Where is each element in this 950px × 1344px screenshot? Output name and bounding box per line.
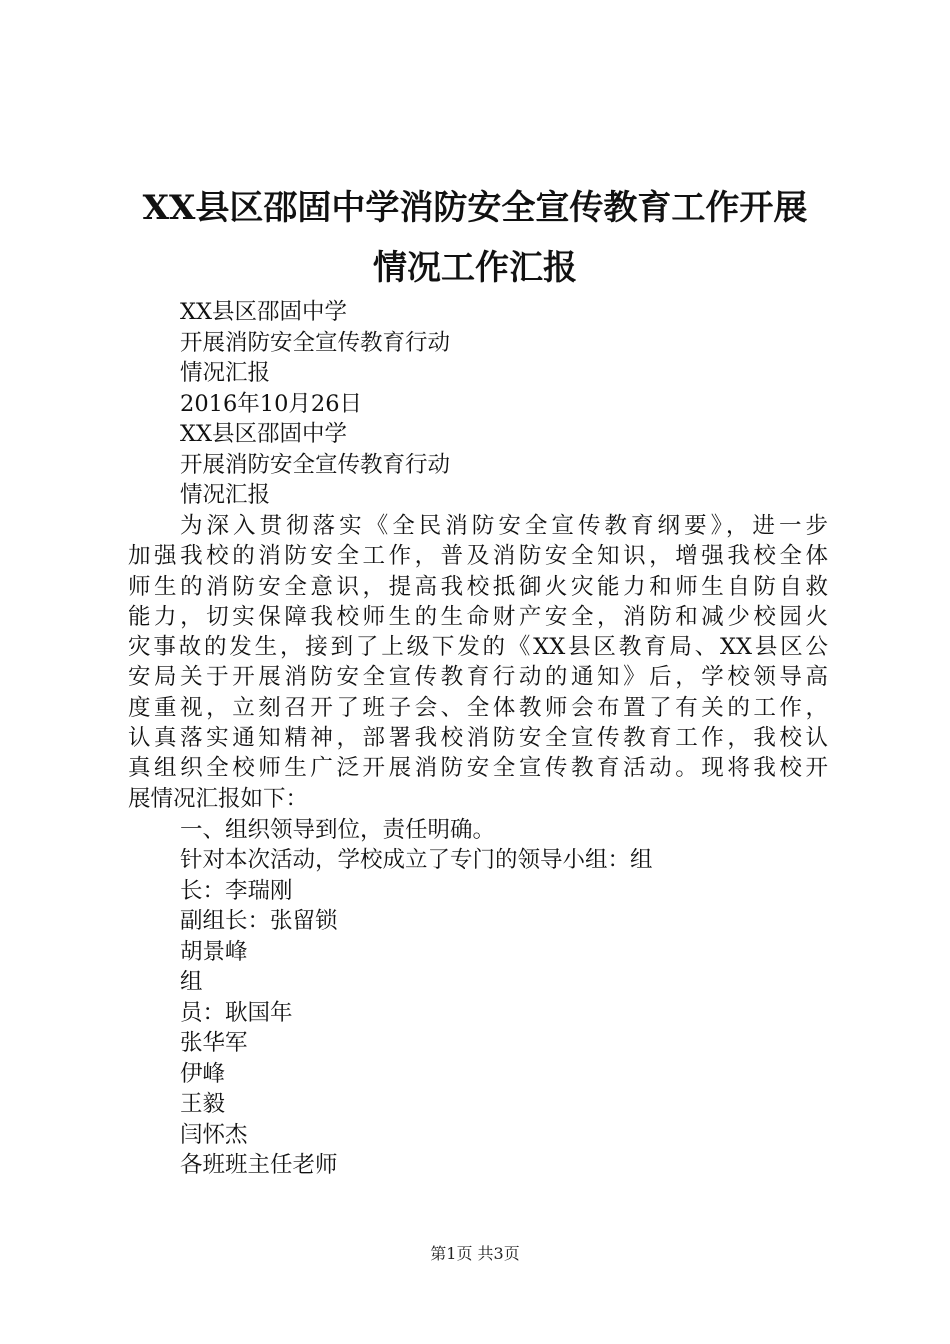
section-line-deputy-leader: 副组长：张留锁 [180,908,338,934]
section-line-member-4: 王毅 [180,1091,226,1117]
section-line-member-label: 组 [180,969,203,995]
paragraph-line: 师生的消防安全意识，提高我校抵御火灾能力和师生自防自救 [128,573,828,600]
page-footer: 第1页 共3页 [430,1244,520,1263]
section-line-member-2: 张华军 [180,1030,248,1056]
header-line-activity-repeat: 开展消防安全宣传教育行动 [180,452,451,478]
header-line-date: 2016年10月26日 [180,391,363,417]
paragraph-line: 为深入贯彻落实《全民消防安全宣传教育纲要》，进一步 [180,513,828,539]
paragraph-line: 加强我校的消防安全工作，普及消防安全知识，增强我校全体 [128,543,828,570]
header-line-school-repeat: XX县区邵固中学 [180,421,348,447]
section-line-deputy-member: 胡景峰 [180,939,248,965]
section-heading-organization: 一、组织领导到位，责任明确。 [180,817,496,843]
header-line-report: 情况汇报 [180,360,271,386]
paragraph-line: 灾事故的发生，接到了上级下发的《XX县区教育局、XX县区公 [128,634,828,661]
paragraph-line: 能力，切实保障我校师生的生命财产安全，消防和减少校园火 [128,603,828,630]
paragraph-line: 安局关于开展消防安全宣传教育行动的通知》后，学校领导高 [128,664,828,691]
section-line-group-intro: 针对本次活动，学校成立了专门的领导小组：组 [180,847,653,873]
document-title-line2: 情况工作汇报 [373,248,577,288]
paragraph-line: 真组织全校师生广泛开展消防安全宣传教育活动。现将我校开 [128,755,828,782]
document-title-line1: XX县区邵固中学消防安全宣传教育工作开展 [142,188,808,228]
section-line-member-1: 员：耿国年 [180,1000,293,1026]
section-line-leader: 长：李瑞刚 [180,878,293,904]
paragraph-line: 度重视，立刻召开了班子会、全体教师会布置了有关的工作， [128,694,828,721]
paragraph-line: 认真落实通知精神，部署我校消防安全宣传教育工作，我校认 [128,725,828,752]
header-line-activity: 开展消防安全宣传教育行动 [180,330,451,356]
section-line-class-teachers: 各班班主任老师 [180,1152,338,1178]
paragraph-line: 展情况汇报如下： [128,785,309,812]
section-line-member-5: 闫怀杰 [180,1122,248,1148]
intro-paragraph [128,511,828,814]
header-line-school: XX县区邵固中学 [180,299,348,325]
section-line-member-3: 伊峰 [180,1061,226,1087]
header-line-report-repeat: 情况汇报 [180,482,271,508]
